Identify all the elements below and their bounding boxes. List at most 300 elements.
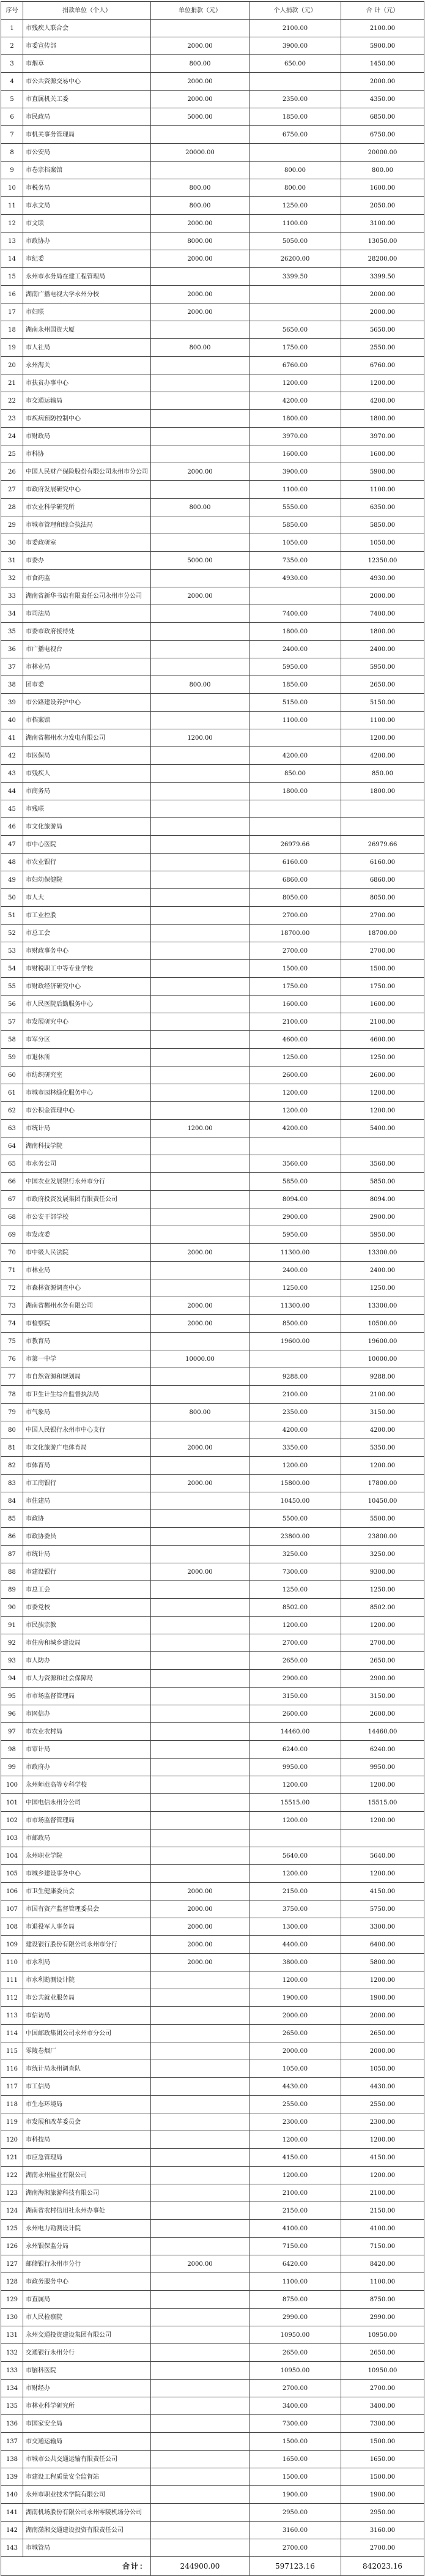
- personal-amount: 1850.00: [249, 108, 341, 126]
- table-row: [1, 1102, 424, 1120]
- row-index: 106: [1, 1883, 23, 1900]
- table-row: [1, 712, 424, 729]
- personal-amount: 2150.00: [249, 2202, 341, 2220]
- row-total: 2700.00: [341, 942, 424, 960]
- personal-amount: 2100.00: [249, 1013, 341, 1031]
- row-total: 6160.00: [341, 854, 424, 871]
- personal-amount: 5950.00: [249, 658, 341, 676]
- unit-amount: [151, 1528, 249, 1546]
- donor-name: 市扶贫办事中心: [23, 374, 151, 392]
- row-index: 6: [1, 108, 23, 126]
- donor-name: 湖南潇湘交通建设投资有限责任公司: [23, 2522, 151, 2539]
- row-total: 4200.00: [341, 392, 424, 410]
- personal-amount: 4200.00: [249, 1120, 341, 1137]
- row-index: 48: [1, 854, 23, 871]
- row-total: 5950.00: [341, 1226, 424, 1244]
- row-index: 52: [1, 925, 23, 942]
- donor-name: 市农业农村局: [23, 1723, 151, 1741]
- donor-name: 市食药监: [23, 570, 151, 587]
- donor-name: 市文化旅游广电体育局: [23, 1439, 151, 1457]
- row-total: 3150.00: [341, 1404, 424, 1421]
- donor-name: 市发改委: [23, 1226, 151, 1244]
- row-total: 6760.00: [341, 357, 424, 374]
- header-personal-amount: 个人捐款（元）: [249, 2, 341, 20]
- personal-amount: 1100.00: [249, 2273, 341, 2291]
- row-index: 49: [1, 871, 23, 889]
- row-total: 3970.00: [341, 428, 424, 445]
- table-row: [1, 428, 424, 445]
- donor-name: 市体育局: [23, 1457, 151, 1475]
- row-total: 26979.66: [341, 836, 424, 854]
- row-total: 1100.00: [341, 712, 424, 729]
- row-index: 37: [1, 658, 23, 676]
- donor-name: 湖南永州盐业有限公司: [23, 2167, 151, 2184]
- table-row: [1, 197, 424, 215]
- row-total: 19600.00: [341, 1333, 424, 1350]
- row-index: 90: [1, 1599, 23, 1617]
- personal-amount: 7150.00: [249, 2238, 341, 2255]
- personal-amount: 1200.00: [249, 1812, 341, 1830]
- row-total: 5150.00: [341, 694, 424, 712]
- donor-name: 市机关事务管理局: [23, 126, 151, 144]
- row-total: 4150.00: [341, 1883, 424, 1900]
- unit-amount: [151, 2397, 249, 2415]
- unit-amount: [151, 2184, 249, 2202]
- unit-amount: 2000.00: [151, 587, 249, 605]
- donor-name: 团市委: [23, 676, 151, 694]
- table-row: [1, 552, 424, 570]
- table-row: [1, 37, 424, 55]
- table-row: [1, 1794, 424, 1812]
- table-row: [1, 1173, 424, 1191]
- table-row: [1, 2042, 424, 2060]
- unit-amount: [151, 1830, 249, 1847]
- donor-name: 市交通运输局: [23, 2433, 151, 2451]
- unit-amount: [151, 1067, 249, 1084]
- personal-amount: 5950.00: [249, 1226, 341, 1244]
- donor-name: 市邮政局: [23, 1830, 151, 1847]
- table-row: [1, 2522, 424, 2539]
- row-total: 850.00: [341, 765, 424, 783]
- row-index: 34: [1, 605, 23, 623]
- unit-amount: [151, 1368, 249, 1386]
- unit-amount: 5000.00: [151, 108, 249, 126]
- row-index: 20: [1, 357, 23, 374]
- row-total: 1200.00: [341, 1457, 424, 1475]
- row-index: 42: [1, 747, 23, 765]
- donation-table: [1, 1, 424, 2576]
- personal-amount: 1500.00: [249, 2433, 341, 2451]
- donor-name: 湖南省郴州水力发电有限公司: [23, 729, 151, 747]
- row-total: 2000.00: [341, 73, 424, 91]
- row-index: 89: [1, 1581, 23, 1599]
- personal-amount: 3150.00: [249, 1688, 341, 1705]
- personal-amount: 1600.00: [249, 996, 341, 1013]
- row-total: 1200.00: [341, 1102, 424, 1120]
- unit-amount: [151, 374, 249, 392]
- unit-amount: [151, 534, 249, 552]
- table-row: [1, 1705, 424, 1723]
- unit-amount: [151, 1723, 249, 1741]
- donor-name: 市税务局: [23, 179, 151, 197]
- donor-name: 市人大: [23, 889, 151, 907]
- personal-amount: 1200.00: [249, 1102, 341, 1120]
- row-index: 38: [1, 676, 23, 694]
- row-total: 7150.00: [341, 2238, 424, 2255]
- row-index: 87: [1, 1546, 23, 1563]
- row-index: 33: [1, 587, 23, 605]
- table-row: [1, 1120, 424, 1137]
- unit-amount: [151, 1705, 249, 1723]
- donor-name: 市建设工程质量安全监督站: [23, 2468, 151, 2486]
- table-row: [1, 1900, 424, 1918]
- table-row: [1, 2344, 424, 2362]
- unit-amount: 2000.00: [151, 286, 249, 303]
- row-total: 5900.00: [341, 463, 424, 481]
- unit-amount: [151, 2113, 249, 2131]
- row-index: 2: [1, 37, 23, 55]
- row-total: 2900.00: [341, 1670, 424, 1688]
- row-total: 1600.00: [341, 445, 424, 463]
- row-index: 139: [1, 2468, 23, 2486]
- unit-amount: [151, 2042, 249, 2060]
- row-index: 108: [1, 1918, 23, 1936]
- unit-amount: [151, 2096, 249, 2113]
- personal-amount: 2000.00: [249, 2007, 341, 2025]
- row-total: 10500.00: [341, 1315, 424, 1333]
- row-total: 1200.00: [341, 1865, 424, 1883]
- table-row: [1, 1404, 424, 1421]
- donor-name: 市市场监督管理局: [23, 1812, 151, 1830]
- row-index: 47: [1, 836, 23, 854]
- row-total: 3300.00: [341, 1918, 424, 1936]
- total-personal-amount: 597123.16: [249, 2557, 341, 2576]
- donor-name: 湖南广播电视大学永州分校: [23, 286, 151, 303]
- unit-amount: [151, 2433, 249, 2451]
- donor-name: 市科协: [23, 445, 151, 463]
- row-index: 61: [1, 1084, 23, 1102]
- row-index: 11: [1, 197, 23, 215]
- unit-amount: [151, 1670, 249, 1688]
- row-index: 113: [1, 2007, 23, 2025]
- table-row: [1, 1670, 424, 1688]
- donor-name: 市城乡建设事务中心: [23, 1865, 151, 1883]
- table-row: [1, 1084, 424, 1102]
- row-index: 64: [1, 1137, 23, 1155]
- row-total: 1600.00: [341, 179, 424, 197]
- row-index: 40: [1, 712, 23, 729]
- table-row: [1, 1279, 424, 1297]
- personal-amount: 5640.00: [249, 1847, 341, 1865]
- unit-amount: [151, 1989, 249, 2007]
- unit-amount: [151, 410, 249, 428]
- donor-name: 市生态环境局: [23, 2096, 151, 2113]
- row-index: 93: [1, 1652, 23, 1670]
- table-row: [1, 481, 424, 499]
- unit-amount: 2000.00: [151, 1563, 249, 1581]
- table-row: [1, 800, 424, 818]
- unit-amount: [151, 1510, 249, 1528]
- row-index: 127: [1, 2255, 23, 2273]
- row-total: 15515.00: [341, 1794, 424, 1812]
- row-index: 55: [1, 978, 23, 996]
- header-total: 合 计（元）: [341, 2, 424, 20]
- unit-amount: [151, 1847, 249, 1865]
- personal-amount: 1250.00: [249, 1581, 341, 1599]
- personal-amount: 11300.00: [249, 1244, 341, 1262]
- unit-amount: [151, 2273, 249, 2291]
- donor-name: 市发展研究中心: [23, 1013, 151, 1031]
- row-index: 99: [1, 1759, 23, 1776]
- row-index: 44: [1, 783, 23, 800]
- table-row: [1, 1883, 424, 1900]
- table-row: [1, 1475, 424, 1492]
- row-index: 12: [1, 215, 23, 233]
- row-total: 1200.00: [341, 1617, 424, 1634]
- personal-amount: 1900.00: [249, 2486, 341, 2504]
- row-total: 1250.00: [341, 1049, 424, 1067]
- row-total: 4150.00: [341, 2149, 424, 2167]
- donor-name: 市政协办: [23, 233, 151, 250]
- table-row: [1, 836, 424, 854]
- row-index: 133: [1, 2362, 23, 2380]
- row-total: 6350.00: [341, 499, 424, 516]
- donor-name: 市政务服务中心: [23, 2273, 151, 2291]
- row-total: 1200.00: [341, 374, 424, 392]
- row-index: 73: [1, 1297, 23, 1315]
- total-grand-amount: 842023.16: [341, 2557, 424, 2576]
- row-index: 126: [1, 2238, 23, 2255]
- row-index: 117: [1, 2078, 23, 2096]
- unit-amount: [151, 800, 249, 818]
- personal-amount: 2350.00: [249, 91, 341, 108]
- personal-amount: 5150.00: [249, 694, 341, 712]
- personal-amount: 2700.00: [249, 2380, 341, 2397]
- donor-name: 湖南省农村信用社永州办事处: [23, 2202, 151, 2220]
- row-index: 8: [1, 144, 23, 162]
- row-index: 15: [1, 268, 23, 286]
- personal-amount: 1650.00: [249, 2451, 341, 2468]
- row-index: 26: [1, 463, 23, 481]
- unit-amount: [151, 996, 249, 1013]
- table-row: [1, 1333, 424, 1350]
- personal-amount: 2900.00: [249, 1670, 341, 1688]
- donor-name: 市民族宗教: [23, 1617, 151, 1634]
- row-total: 1250.00: [341, 1581, 424, 1599]
- table-row: [1, 907, 424, 925]
- unit-amount: [151, 747, 249, 765]
- table-row: [1, 996, 424, 1013]
- row-total: 2100.00: [341, 2184, 424, 2202]
- row-total: 2100.00: [341, 20, 424, 37]
- table-row: [1, 658, 424, 676]
- personal-amount: 2700.00: [249, 1634, 341, 1652]
- donor-name: 市残疾人联合会: [23, 20, 151, 37]
- unit-amount: [151, 162, 249, 179]
- personal-amount: 14460.00: [249, 1723, 341, 1741]
- donor-name: 市脑科医院: [23, 2362, 151, 2380]
- unit-amount: 800.00: [151, 676, 249, 694]
- donor-name: 湖南科技学院: [23, 1137, 151, 1155]
- unit-amount: 800.00: [151, 339, 249, 357]
- row-total: 13050.00: [341, 233, 424, 250]
- table-row: [1, 233, 424, 250]
- row-total: 2000.00: [341, 303, 424, 321]
- unit-amount: [151, 1031, 249, 1049]
- personal-amount: 5550.00: [249, 499, 341, 516]
- table-row: [1, 1191, 424, 1208]
- table-row: [1, 587, 424, 605]
- row-index: 137: [1, 2433, 23, 2451]
- unit-amount: [151, 2468, 249, 2486]
- donor-name: 市财经办: [23, 2380, 151, 2397]
- donor-name: 市农业科学研究所: [23, 499, 151, 516]
- personal-amount: 2900.00: [249, 1208, 341, 1226]
- row-index: 27: [1, 481, 23, 499]
- table-row: [1, 2238, 424, 2255]
- donor-name: 市检察院: [23, 1315, 151, 1333]
- table-row: [1, 20, 424, 37]
- table-row: [1, 2255, 424, 2273]
- unit-amount: [151, 1013, 249, 1031]
- unit-amount: 2000.00: [151, 1439, 249, 1457]
- row-total: 4100.00: [341, 2220, 424, 2238]
- donor-name: 市公路建设养护中心: [23, 694, 151, 712]
- row-total: 4600.00: [341, 1031, 424, 1049]
- table-row: [1, 321, 424, 339]
- table-row: [1, 1847, 424, 1865]
- row-index: 70: [1, 1244, 23, 1262]
- unit-amount: 2000.00: [151, 303, 249, 321]
- personal-amount: 4400.00: [249, 1936, 341, 1954]
- donor-name: 市水文局: [23, 197, 151, 215]
- donor-name: 市工商银行: [23, 1475, 151, 1492]
- donor-name: 市直属机关工委: [23, 91, 151, 108]
- unit-amount: [151, 2362, 249, 2380]
- donor-name: 市人民检察院: [23, 2309, 151, 2326]
- unit-amount: 2000.00: [151, 91, 249, 108]
- unit-amount: [151, 765, 249, 783]
- unit-amount: [151, 1084, 249, 1102]
- personal-amount: 1600.00: [249, 445, 341, 463]
- unit-amount: [151, 1457, 249, 1475]
- donor-name: 湖南海湘旅游科技有限公司: [23, 2184, 151, 2202]
- personal-amount: 9288.00: [249, 1368, 341, 1386]
- unit-amount: [151, 641, 249, 658]
- row-index: 75: [1, 1333, 23, 1350]
- table-row: [1, 2184, 424, 2202]
- unit-amount: [151, 1421, 249, 1439]
- row-index: 24: [1, 428, 23, 445]
- row-total: 2650.00: [341, 1652, 424, 1670]
- row-total: 5400.00: [341, 1120, 424, 1137]
- table-row: [1, 286, 424, 303]
- personal-amount: 1200.00: [249, 1457, 341, 1475]
- table-row: [1, 2096, 424, 2113]
- row-total: 2600.00: [341, 1067, 424, 1084]
- donor-name: 市委宣传部: [23, 37, 151, 55]
- personal-amount: 4100.00: [249, 2220, 341, 2238]
- table-row: [1, 1865, 424, 1883]
- unit-amount: [151, 2344, 249, 2362]
- unit-amount: [151, 2539, 249, 2557]
- table-row: [1, 960, 424, 978]
- row-total: 7300.00: [341, 2415, 424, 2433]
- row-index: 23: [1, 410, 23, 428]
- personal-amount: 8502.00: [249, 1599, 341, 1617]
- donor-name: 市委办: [23, 552, 151, 570]
- row-total: 2950.00: [341, 2504, 424, 2522]
- personal-amount: [249, 1137, 341, 1155]
- personal-amount: 2400.00: [249, 641, 341, 658]
- donor-name: 永州银保监分局: [23, 2238, 151, 2255]
- personal-amount: 4200.00: [249, 747, 341, 765]
- unit-amount: 8000.00: [151, 233, 249, 250]
- personal-amount: 3160.00: [249, 2522, 341, 2539]
- row-index: 25: [1, 445, 23, 463]
- donor-name: 市城市管理和综合执法局: [23, 516, 151, 534]
- row-index: 124: [1, 2202, 23, 2220]
- donor-name: 中国电信永州分公司: [23, 1794, 151, 1812]
- row-total: 3560.00: [341, 1155, 424, 1173]
- donor-name: 市公共资源交易中心: [23, 73, 151, 91]
- row-total: 8420.00: [341, 2255, 424, 2273]
- personal-amount: 26979.66: [249, 836, 341, 854]
- donor-name: 市气象局: [23, 1404, 151, 1421]
- unit-amount: 800.00: [151, 55, 249, 73]
- row-total: 13300.00: [341, 1244, 424, 1262]
- personal-amount: 2550.00: [249, 2096, 341, 2113]
- table-row: [1, 1439, 424, 1457]
- personal-amount: 7300.00: [249, 2415, 341, 2433]
- row-total: 2650.00: [341, 2344, 424, 2362]
- unit-amount: [151, 392, 249, 410]
- row-index: 16: [1, 286, 23, 303]
- donor-name: 市统计局永州调查队: [23, 2060, 151, 2078]
- personal-amount: 5850.00: [249, 1173, 341, 1191]
- personal-amount: 6240.00: [249, 1741, 341, 1759]
- row-index: 45: [1, 800, 23, 818]
- row-total: 1600.00: [341, 996, 424, 1013]
- donor-name: 市公安干部学校: [23, 1208, 151, 1226]
- row-total: 9300.00: [341, 1563, 424, 1581]
- row-total: 3250.00: [341, 1546, 424, 1563]
- donor-name: 市中心医院: [23, 836, 151, 854]
- unit-amount: 2000.00: [151, 2255, 249, 2273]
- unit-amount: [151, 2060, 249, 2078]
- unit-amount: 2000.00: [151, 215, 249, 233]
- donor-name: 市交通运输局: [23, 392, 151, 410]
- unit-amount: 800.00: [151, 1404, 249, 1421]
- donor-name: 中国邮政集团公司永州市分公司: [23, 2025, 151, 2042]
- row-index: 134: [1, 2380, 23, 2397]
- row-total: 14460.00: [341, 1723, 424, 1741]
- row-index: 118: [1, 2096, 23, 2113]
- row-index: 62: [1, 1102, 23, 1120]
- personal-amount: 6860.00: [249, 871, 341, 889]
- donor-name: 邮储银行永州市分行: [23, 2255, 151, 2273]
- row-index: 94: [1, 1670, 23, 1688]
- row-index: 28: [1, 499, 23, 516]
- personal-amount: 1500.00: [249, 960, 341, 978]
- table-row: [1, 126, 424, 144]
- row-total: 2650.00: [341, 2025, 424, 2042]
- personal-amount: 1800.00: [249, 623, 341, 641]
- donor-name: 市纺织研究室: [23, 1067, 151, 1084]
- table-row: [1, 392, 424, 410]
- row-index: 82: [1, 1457, 23, 1475]
- unit-amount: 2000.00: [151, 1883, 249, 1900]
